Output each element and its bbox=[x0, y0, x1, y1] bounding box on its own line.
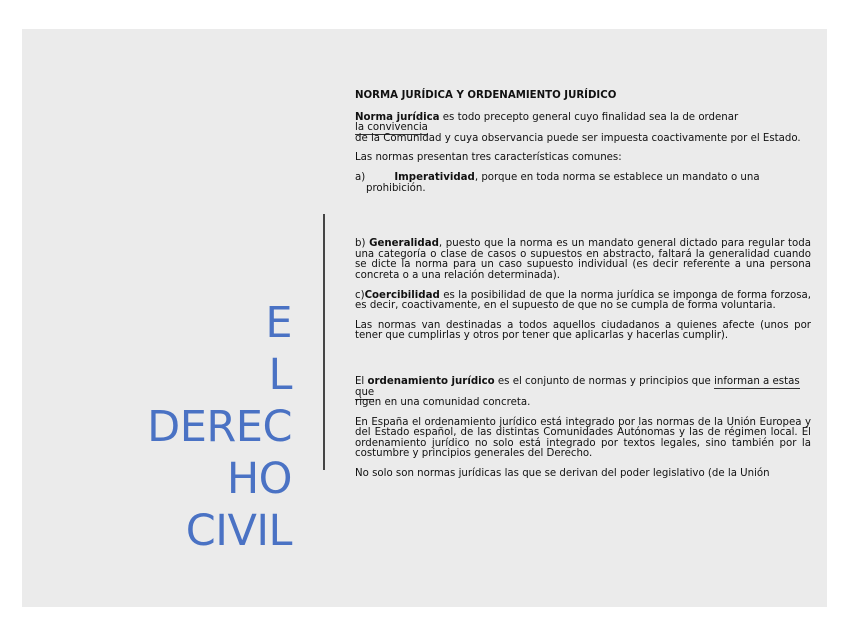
paragraph-text: es el conjunto de normas y principios que bbox=[494, 375, 715, 387]
paragraph-caracteristicas: Las normas presentan tres características comunes: bbox=[355, 152, 622, 164]
vertical-divider bbox=[323, 214, 325, 470]
term-imperatividad: Imperatividad bbox=[394, 171, 475, 183]
paragraph-text: de la Comunidad y cuya observancia puede ser impuesta coactivamente por el Estado. bbox=[355, 132, 801, 144]
list-item-generalidad bbox=[355, 239, 811, 281]
slide bbox=[22, 29, 827, 607]
term-generalidad: Generalidad bbox=[369, 238, 439, 250]
paragraph-espana: En España el ordenamiento jurídico está integrado por las normas de la Unión Europea y del Estado español, de las distintas Comunidades Autónomas y las de régimen local. El ordenamiento jurídico no solo está integrado por textos legales, sino también por la costumbre y principios generales del Derecho. bbox=[355, 416, 811, 460]
section-heading: NORMA JURÍDICA Y ORDENAMIENTO JURÍDICO bbox=[355, 90, 617, 101]
list-marker: c) bbox=[355, 289, 365, 301]
title-line: HO bbox=[226, 454, 292, 504]
list-item-imperatividad bbox=[355, 173, 811, 194]
term-norma-juridica: Norma jurídica bbox=[355, 111, 440, 123]
title-line: CIVIL bbox=[185, 506, 292, 556]
slide-title bbox=[147, 297, 292, 557]
list-marker: b) bbox=[355, 238, 370, 250]
list-item-coercibilidad bbox=[355, 291, 811, 312]
paragraph-text: El bbox=[355, 375, 368, 387]
term-coercibilidad: Coercibilidad bbox=[364, 289, 440, 301]
list-marker: a) bbox=[355, 171, 366, 183]
paragraph-poder-legislativo: No solo son normas jurídicas las que se derivan del poder legislativo (de la Unión bbox=[355, 468, 770, 480]
title-line: E bbox=[265, 298, 292, 348]
paragraph-text: , puesto que la norma es un mandato general dictado para regular toda una categoría o clase de casos o supuestos en abstracto, faltará la generalidad cuando se dicte la norma para un caso supuesto individual (es decir referente a una persona concreta o a una relación determinada). bbox=[355, 238, 811, 281]
title-line: DEREC bbox=[147, 402, 292, 452]
content-body bbox=[355, 91, 811, 489]
term-ordenamiento: ordenamiento jurídico bbox=[367, 375, 495, 387]
paragraph-destinatarios: Las normas van destinadas a todos aquellos ciudadanos a quienes afecte (unos por tener que cumplirlas y otros por tener que aplicarlas y hacerlas cumplir). bbox=[355, 319, 811, 342]
paragraph-text: es todo precepto general cuyo finalidad sea la de ordenar bbox=[439, 111, 739, 123]
underlined-phrase: la convivencia bbox=[355, 122, 428, 134]
paragraph-norma-juridica bbox=[355, 113, 811, 145]
paragraph-text: rigen en una comunidad concreta. bbox=[355, 397, 531, 409]
paragraph-text: es la posibilidad de que la norma jurídica se imponga de forma forzosa, es decir, coactivamente, en el supuesto de que no se cumpla de forma voluntaria. bbox=[355, 289, 811, 312]
underlined-phrase: informan a estas que bbox=[355, 375, 800, 398]
paragraph-text: , porque en toda norma se establece un mandato o una prohibición. bbox=[366, 171, 760, 194]
title-line: L bbox=[268, 350, 292, 400]
paragraph-ordenamiento bbox=[355, 377, 811, 409]
